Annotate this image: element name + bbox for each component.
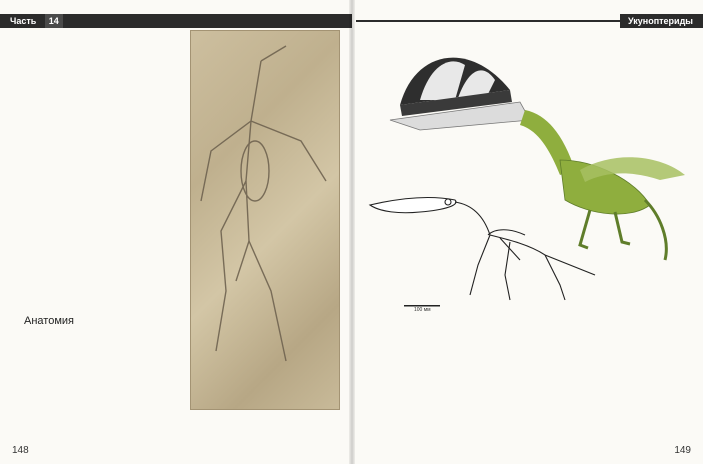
skeleton-drawing [370, 198, 595, 300]
fossil-photo [190, 30, 340, 410]
running-title: Укуноптериды [620, 14, 703, 28]
chapter-header [0, 14, 352, 28]
section-heading: Анатомия [24, 315, 74, 327]
header-rule [356, 14, 620, 28]
chapter-label: Часть [10, 16, 37, 26]
pterosaur-illustration [360, 30, 690, 310]
left-column-text [24, 80, 184, 280]
scale-label: 100 мм [414, 307, 431, 313]
fossil-skeleton-outline [191, 31, 341, 411]
reconstruction-body [390, 102, 685, 260]
book-gutter [349, 0, 355, 464]
page-number-right: 149 [674, 445, 691, 456]
chapter-number: 14 [45, 14, 63, 28]
right-body-text [372, 340, 672, 420]
page-number-left: 148 [12, 445, 29, 456]
